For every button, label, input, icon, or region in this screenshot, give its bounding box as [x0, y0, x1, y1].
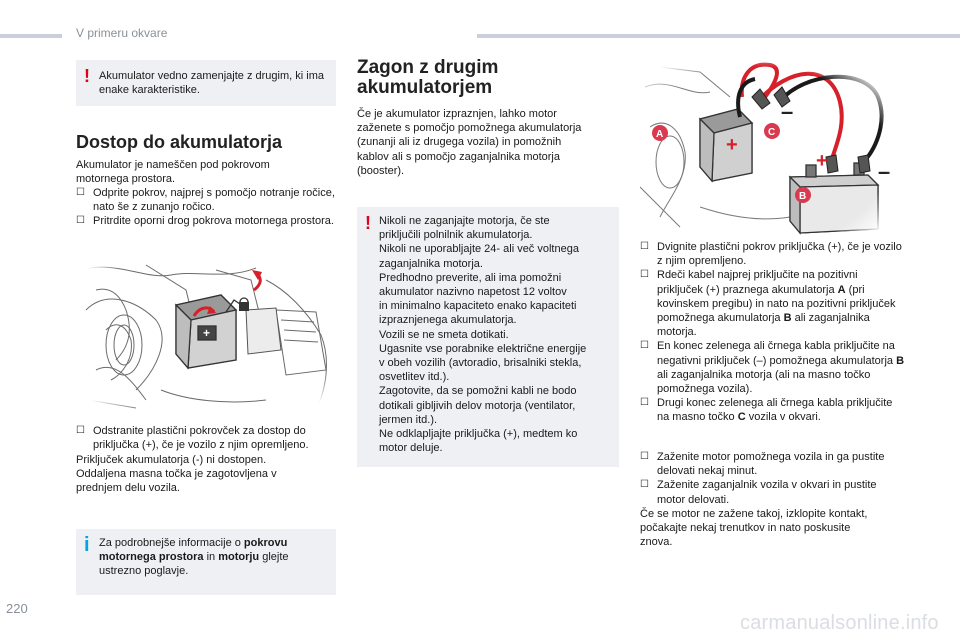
- jump-start-steps: [640, 240, 906, 425]
- jump-cables-diagram: [640, 57, 902, 239]
- step-bullet-icon: ☐: [76, 425, 85, 436]
- warning-text: Akumulator vedno zamenjajte z drugim, ki ima enake karakteristike.: [99, 70, 324, 97]
- header-rule-left: [0, 34, 62, 38]
- access-intro: Akumulator je nameščen pod pokrovom motornega prostora.: [76, 159, 270, 186]
- warning-icon: !: [84, 66, 90, 86]
- jump-start-step: ☐ En konec zelenega ali črnega kabla priključite na negativni priključek (–) pomožnega akumulatorja B ali zaganjalnika motorja (ali na masno točko pomožnega vozila).: [640, 340, 905, 396]
- section-title: V primeru okvare: [76, 26, 168, 40]
- step-bullet-icon: ☐: [640, 397, 649, 409]
- access-step: ☐ Odprite pokrov, najprej s pomočjo notranje ročice, nato še z zunanjo ročico.: [76, 187, 335, 214]
- jump-start-step: ☐ Dvignite plastični pokrov priključka (+), če je vozilo z njim opremljeno.: [640, 241, 902, 268]
- access-heading: Dostop do akumulatorja: [76, 132, 283, 152]
- jump-start-warning-text: Nikoli ne zaganjajte motorja, če ste priključili polnilnik akumulatorja. Nikoli ne uporabljajte 24- ali več voltnega zaganjalnika motorja. Predhodno preverite, ali ima pomožni akumulator nazivno napetost 12 voltov in minimalno kapaciteto enako kapaciteti izpraznjenega akumulatorja. Vozili se ne smeta dotikati. Ugasnite vse porabnike električne energije v obeh vozilih (avtoradio, brisalniki stekla, osvetlitev itd.). Zagotovite, da se pomožni kabli ne bodo dotikali gibljivih delov motorja (ventilator, jermen itd.). Ne odklapljajte priključka (+), medtem ko motor deluje.: [379, 215, 587, 455]
- jump-start-step: ☐ Drugi konec zelenega ali črnega kabla priključite na masno točko C vozila v okvari.: [640, 397, 893, 424]
- step-bullet-icon: ☐: [640, 269, 649, 281]
- engine-bay-illustration: [76, 250, 338, 416]
- access-step: ☐ Pritrdite oporni drog pokrova motornega prostora.: [76, 215, 334, 228]
- step-bullet-icon: ☐: [640, 340, 649, 352]
- jump-start-warning-note: [357, 207, 619, 467]
- info-text: Za podrobnejše informacije o pokrovu motornega prostora in motorju glejte ustrezno poglavje.: [99, 537, 289, 578]
- step-bullet-icon: ☐: [76, 215, 85, 227]
- step-bullet-icon: ☐: [640, 479, 649, 491]
- step-bullet-icon: ☐: [640, 451, 649, 462]
- header-rule-right: [477, 34, 960, 38]
- watermark: carmanualsonline.info: [740, 612, 939, 634]
- battery-warning-note: [76, 60, 336, 106]
- remove-cover-steps: [76, 424, 340, 452]
- warning-icon: !: [365, 213, 371, 233]
- start-engine-step: ☐ Zaženite zaganjalnik vozila v okvari in pustite motor delovati.: [640, 479, 877, 506]
- jump-start-heading: Zagon z drugim akumulatorjem: [357, 57, 499, 98]
- info-icon: i: [84, 534, 90, 556]
- step-bullet-icon: ☐: [640, 241, 649, 252]
- jump-start-step: ☐ Rdeči kabel najprej priključite na pozitivni priključek (+) praznega akumulatorja A (pri kovinskem pregibu) in nato na pozitivni priključek pomožnega akumulatorja B ali zaganjalnika motorja.: [640, 269, 896, 339]
- jump-start-intro: Če je akumulator izpraznjen, lahko motor zaženete s pomočjo pomožnega akumulatorja (zunanji ali iz drugega vozila) in pomožnih kablov ali s pomočjo zaganjalnika motorja (booster).: [357, 108, 582, 177]
- access-steps: [76, 186, 338, 229]
- engine-info-note: [76, 529, 336, 595]
- remove-cover-text: Priključek akumulatorja (-) ni dostopen. Oddaljena masna točka je zagotovljena v prednjem delu vozila.: [76, 454, 277, 495]
- step-bullet-icon: ☐: [76, 187, 85, 198]
- start-engine-step: ☐ Zaženite motor pomožnega vozila in ga pustite delovati nekaj minut.: [640, 451, 885, 478]
- page-number: 220: [6, 601, 28, 616]
- remove-cover-step: ☐ Odstranite plastični pokrovček za dostop do priključka (+), če je vozilo z njim opremljeno.: [76, 425, 309, 452]
- closing-text: Če se motor ne zažene takoj, izklopite kontakt, počakajte nekaj trenutkov in nato poskusite znova.: [640, 508, 868, 549]
- start-engine-steps: [640, 450, 906, 507]
